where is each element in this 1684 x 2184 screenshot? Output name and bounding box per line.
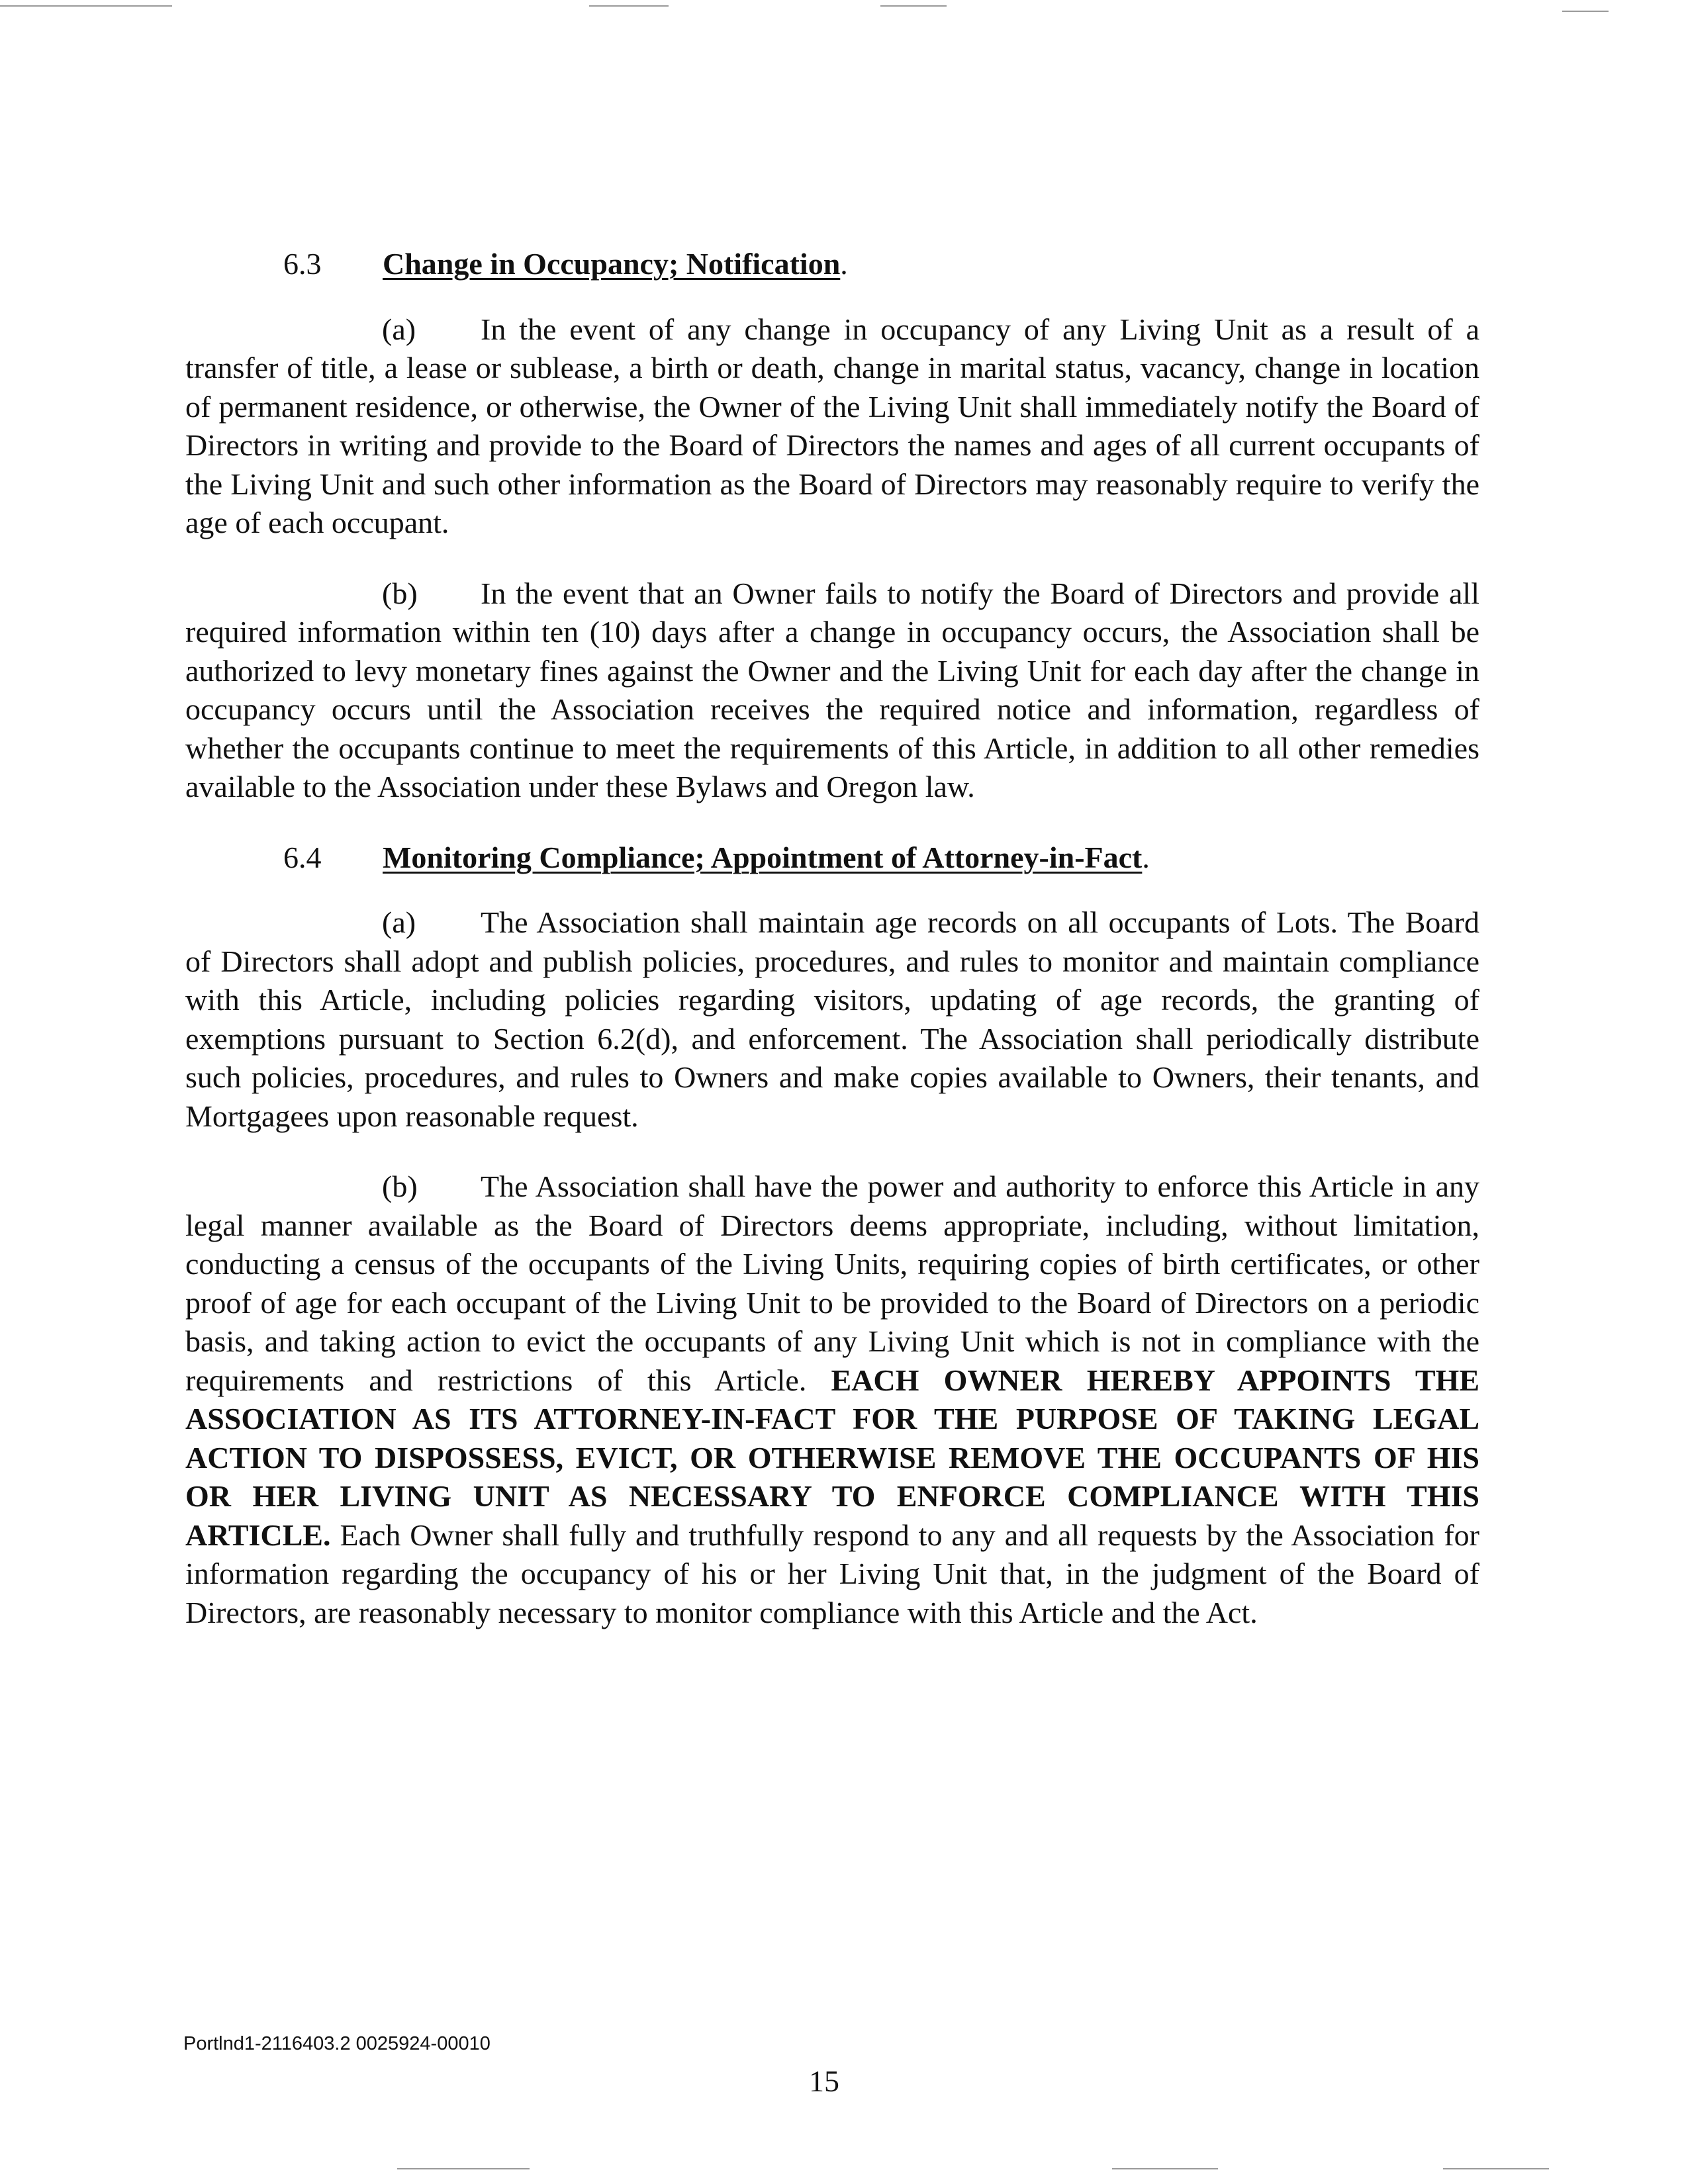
scan-artifact-top bbox=[1562, 11, 1609, 12]
section-title-punct: . bbox=[840, 247, 848, 281]
section-title: Change in Occupancy; Notification bbox=[383, 247, 841, 281]
paragraph-6-3-b bbox=[185, 574, 1479, 807]
paragraph-text: In the event that an Owner fails to notify the Board of Directors and provide all required information within ten (10) days after a change in occupancy occurs, the Association shall be authorized to levy monetary fines against the Owner and the Living Unit for each day after the change in occupancy occurs until the Association receives the required notice and information, regardless of whether the occupants continue to meet the requirements of this Article, in addition to all other remedies available to the Association under these Bylaws and Oregon law. bbox=[185, 576, 1479, 803]
scan-artifact-top bbox=[589, 5, 669, 7]
document-body bbox=[185, 245, 1479, 1664]
paragraph-text: The Association shall maintain age records on all occupants of Lots. The Board of Directors shall adopt and publish policies, procedures, and rules to monitor and maintain compliance with this Article, including policies regarding visitors, updating of age records, the granting of exemptions pursuant to Section 6.2(d), and enforcement. The Association shall periodically distribute such policies, procedures, and rules to Owners and make copies available to Owners, their tenants, and Mortgagees upon reasonable request. bbox=[185, 905, 1479, 1133]
section-heading-6-3 bbox=[185, 245, 1479, 284]
paragraph-label: (a) bbox=[382, 312, 416, 346]
paragraph-text: In the event of any change in occupancy of any Living Unit as a result of a transfer of title, a lease or sublease, a birth or death, change in marital status, vacancy, change in location of permanent residence, or otherwise, the Owner of the Living Unit shall immediately notify the Board of Directors in writing and provide to the Board of Directors the names and ages of all current occupants of the Living Unit and such other information as the Board of Directors may reasonably require to verify the age of each occupant. bbox=[185, 312, 1479, 539]
section-number: 6.3 bbox=[283, 247, 322, 281]
scan-artifact-top bbox=[880, 5, 947, 7]
section-number: 6.4 bbox=[283, 840, 322, 874]
document-id: Portlnd1-2116403.2 0025924-00010 bbox=[183, 2033, 491, 2054]
paragraph-6-3-a bbox=[185, 310, 1479, 543]
scan-artifact-bottom bbox=[1112, 2168, 1218, 2169]
paragraph-label: (a) bbox=[382, 905, 416, 939]
section-heading-6-4 bbox=[185, 839, 1479, 878]
paragraph-text-continued: Each Owner shall fully and truthfully respond to any and all requests by the Association for information regarding the occupancy of his or her Living Unit that, in the judgment of the Board of Directors, are reasonably necessary to monitor compliance with this Article and the Act. bbox=[185, 1518, 1479, 1629]
paragraph-6-4-b bbox=[185, 1167, 1479, 1632]
paragraph-label: (b) bbox=[382, 1169, 418, 1203]
attorney-in-fact-clause: EACH OWNER HEREBY APPOINTS THE ASSOCIATION AS ITS ATTORNEY-IN-FACT FOR THE PURPOSE OF TAKING LEGAL ACTION TO DISPOSSESS, EVICT, OR OTHERWISE REMOVE THE OCCUPANTS OF HIS OR HER LIVING UNIT AS NECESSARY TO ENFORCE COMPLIANCE WITH THIS ARTICLE. bbox=[185, 1363, 1479, 1552]
page-number: 15 bbox=[809, 2064, 839, 2098]
scan-artifact-bottom bbox=[1443, 2168, 1549, 2169]
section-title: Monitoring Compliance; Appointment of Attorney-in-Fact bbox=[383, 840, 1143, 874]
paragraph-label: (b) bbox=[382, 576, 418, 610]
paragraph-6-4-a bbox=[185, 903, 1479, 1136]
scan-artifact-top bbox=[0, 5, 172, 7]
paragraph-text: The Association shall have the power and authority to enforce this Article in any legal manner available as the Board of Directors deems appropriate, including, without limitation, conducting a census of the occupants of the Living Units, requiring copies of birth certificates, or other proof of age for each occupant of the Living Unit to be provided to the Board of Directors on a periodic basis, and taking action to evict the occupants of any Living Unit which is not in compliance with the requirements and restrictions of this Article. bbox=[185, 1169, 1479, 1397]
section-title-punct: . bbox=[1142, 840, 1150, 874]
scan-artifact-bottom bbox=[397, 2168, 530, 2169]
